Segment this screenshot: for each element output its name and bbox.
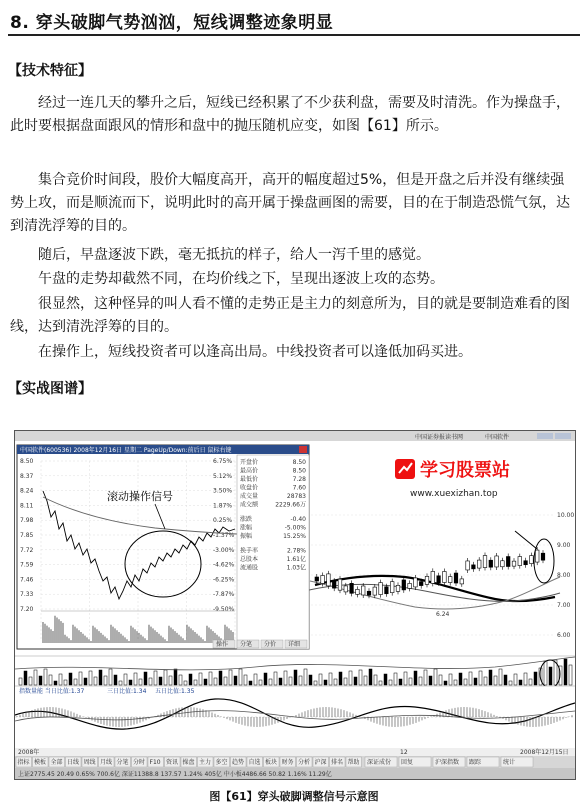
daily-volume-bar bbox=[474, 678, 477, 685]
daily-volume-bar bbox=[214, 678, 217, 685]
bottom-tab-label: 操盘 bbox=[182, 759, 195, 766]
daily-candle bbox=[350, 583, 354, 593]
intraday-price-tick: 7.85 bbox=[20, 532, 34, 539]
paragraph-6: 在操作上，短线投资者可以逢高出局。中线投资者可以逢低加码买进。 bbox=[38, 344, 472, 360]
daily-volume-bar bbox=[449, 674, 452, 685]
daily-volume-bar bbox=[499, 669, 502, 685]
daily-volume-bar bbox=[264, 673, 267, 685]
status-bar-text: 上证2775.45 20.49 0.65% 700.6亿 深证11388.8 137.57 1.24% 405亿 中小板4486.66 50.82 1.16% 11.29亿 bbox=[18, 771, 332, 778]
daily-volume-bar bbox=[44, 669, 47, 685]
bottom-tab-right-label: 统计 bbox=[503, 759, 516, 766]
daily-volume-bar bbox=[529, 679, 532, 685]
daily-volume-bar bbox=[249, 681, 252, 685]
quote-value: 15.25% bbox=[283, 533, 306, 540]
daily-candle bbox=[414, 578, 418, 587]
daily-volume-bar bbox=[484, 677, 487, 685]
paragraph-4: 午盘的走势却截然不同，在均价线之下，呈现出逐波上攻的态势。 bbox=[38, 271, 444, 287]
daily-volume-bar bbox=[49, 675, 52, 685]
title-divider bbox=[8, 34, 580, 36]
daily-candle bbox=[321, 575, 325, 583]
intraday-price-tick: 8.11 bbox=[20, 502, 34, 510]
daily-volume-bar bbox=[569, 665, 572, 685]
daily-volume-bar bbox=[294, 670, 297, 685]
daily-volume-bar bbox=[254, 674, 257, 685]
daily-volume-bar bbox=[419, 677, 422, 685]
daily-candle bbox=[454, 573, 458, 583]
daily-volume-bar bbox=[489, 670, 492, 685]
quote-value: 7.28 bbox=[292, 476, 306, 483]
daily-candle bbox=[506, 557, 510, 567]
daily-volume-bar bbox=[289, 677, 292, 685]
quote-value: 8.50 bbox=[292, 459, 306, 466]
quote-value: 8.50 bbox=[292, 467, 306, 475]
daily-volume-bar bbox=[269, 679, 272, 685]
bottom-tab-label: 周线 bbox=[83, 759, 96, 766]
daily-volume-bar bbox=[299, 676, 302, 685]
daily-volume-bar bbox=[469, 672, 472, 685]
bottom-tab-label: 全部 bbox=[50, 759, 63, 766]
intraday-price-tick: 7.72 bbox=[20, 546, 34, 554]
daily-volume-bar bbox=[399, 679, 402, 685]
quote-value: -0.40 bbox=[290, 516, 306, 523]
bottom-tab-label: 分笔 bbox=[116, 759, 129, 766]
quote-label: 收盘价 bbox=[240, 484, 259, 492]
paragraph-3: 随后，早盘逐波下跌，毫无抵抗的样子，给人一泻千里的感觉。 bbox=[38, 247, 430, 263]
daily-volume-bar bbox=[114, 675, 117, 685]
bottom-tab-label: 多空 bbox=[215, 759, 228, 766]
daily-candle bbox=[385, 587, 389, 594]
daily-volume-bar bbox=[524, 673, 527, 685]
daily-candle bbox=[495, 556, 499, 567]
daily-price-tick: 10.00 bbox=[557, 512, 575, 519]
daily-volume-bar bbox=[179, 675, 182, 685]
daily-volume-bar bbox=[394, 673, 397, 685]
daily-candle bbox=[501, 561, 505, 567]
quote-label: 涨幅 bbox=[240, 524, 253, 532]
daily-volume-bar bbox=[234, 676, 237, 685]
intraday-pct-tick: -3.00% bbox=[213, 546, 235, 554]
quote-value: 1.61亿 bbox=[286, 556, 306, 563]
daily-candle bbox=[535, 550, 539, 562]
daily-candle bbox=[367, 591, 371, 595]
daily-volume-bar bbox=[409, 678, 412, 685]
bottom-tab-label: 分时 bbox=[133, 759, 146, 766]
daily-volume-bar bbox=[54, 681, 57, 685]
daily-price-tick: 6.00 bbox=[557, 632, 571, 639]
bottom-tab-label: F10 bbox=[149, 759, 161, 766]
daily-volume-bar bbox=[204, 679, 207, 685]
daily-candle bbox=[477, 560, 481, 568]
daily-volume-bar bbox=[354, 677, 357, 685]
quote-label: 成交量 bbox=[240, 493, 259, 500]
quote-value: 2229.66万 bbox=[275, 501, 306, 509]
page-title: 8. 穿头破脚气势汹汹，短线调整迹象明显 bbox=[10, 13, 334, 33]
daily-volume-bar bbox=[244, 675, 247, 685]
daily-volume-bar bbox=[429, 676, 432, 685]
intraday-price-tick: 8.37 bbox=[20, 472, 34, 480]
quote-value: 7.60 bbox=[292, 484, 306, 492]
intraday-price-tick: 7.98 bbox=[20, 517, 34, 525]
daily-candle bbox=[408, 583, 412, 588]
quote-label: 开盘价 bbox=[240, 459, 259, 466]
daily-volume-bar bbox=[154, 671, 157, 685]
daily-volume-bar bbox=[24, 671, 27, 685]
bottom-tab-label: 月线 bbox=[100, 759, 113, 766]
bottom-tab-label: 主力 bbox=[199, 759, 212, 766]
figure-caption: 图【61】穿头破脚调整信号示意图 bbox=[209, 790, 379, 803]
indicator-label-2: 三日比值:1.34 bbox=[107, 688, 147, 695]
daily-volume-bar bbox=[184, 681, 187, 685]
quote-value: -5.00% bbox=[284, 524, 306, 532]
intraday-pct-tick: -7.87% bbox=[213, 591, 235, 599]
daily-volume-bar bbox=[339, 672, 342, 685]
bottom-tab-label: 模板 bbox=[34, 759, 47, 766]
daily-volume-bar bbox=[99, 670, 102, 685]
daily-volume-bar bbox=[459, 673, 462, 685]
daily-volume-bar bbox=[414, 671, 417, 685]
date-label-year: 2008年 bbox=[18, 749, 40, 756]
bottom-tab-label: 沪深 bbox=[314, 759, 327, 766]
daily-candle bbox=[524, 561, 528, 565]
daily-candle bbox=[396, 585, 400, 591]
daily-volume-bar bbox=[404, 672, 407, 685]
daily-candle bbox=[512, 561, 516, 566]
daily-volume-bar bbox=[69, 673, 72, 685]
daily-volume-bar bbox=[519, 680, 522, 685]
bottom-tab-right-label: 深证成份 bbox=[367, 759, 392, 766]
quote-label: 总股本 bbox=[240, 556, 259, 563]
popup-tab-label: 详细 bbox=[288, 641, 301, 648]
brand-url: www.xuexizhan.top bbox=[410, 489, 498, 499]
daily-candle bbox=[338, 579, 342, 590]
top-right-label-2: 中国软件 bbox=[485, 434, 510, 441]
daily-volume-bar bbox=[224, 677, 227, 685]
bottom-tab-label: 板块 bbox=[265, 759, 278, 766]
intraday-price-tick: 7.33 bbox=[20, 591, 34, 599]
daily-candle bbox=[443, 571, 447, 582]
daily-volume-bar bbox=[129, 680, 132, 685]
popup-tab-label: 分价 bbox=[264, 641, 277, 648]
brand-name: 学习股票站 bbox=[420, 460, 510, 481]
daily-volume-bar bbox=[439, 675, 442, 685]
daily-volume-bar bbox=[344, 678, 347, 685]
daily-volume-bar bbox=[464, 679, 467, 685]
daily-candle bbox=[460, 579, 464, 584]
daily-volume-bar bbox=[509, 681, 512, 685]
bottom-tab-label: 帮助 bbox=[347, 759, 360, 766]
daily-volume-bar bbox=[194, 680, 197, 685]
quote-label: 成交额 bbox=[240, 501, 259, 509]
daily-volume-bar bbox=[324, 680, 327, 685]
bottom-tab-label: 资讯 bbox=[166, 759, 179, 766]
intraday-pct-tick: -9.50% bbox=[213, 606, 235, 613]
daily-volume-bar bbox=[109, 669, 112, 685]
daily-volume-bar bbox=[119, 681, 122, 685]
stock-chart-figure bbox=[14, 430, 576, 780]
daily-volume-bar bbox=[514, 674, 517, 685]
quote-label: 振幅 bbox=[240, 533, 253, 540]
daily-candle bbox=[379, 583, 383, 595]
daily-candle bbox=[472, 565, 476, 569]
daily-volume-bar bbox=[199, 673, 202, 685]
daily-candle bbox=[541, 553, 545, 560]
daily-volume-bar bbox=[284, 671, 287, 685]
daily-price-tick: 9.00 bbox=[557, 542, 571, 549]
daily-volume-bar bbox=[84, 678, 87, 685]
daily-volume-bar bbox=[174, 669, 177, 685]
daily-candle bbox=[315, 577, 319, 581]
popup-tab-label: 操作 bbox=[216, 641, 229, 648]
daily-volume-bar bbox=[434, 669, 437, 685]
daily-candle bbox=[344, 586, 348, 592]
daily-volume-bar bbox=[329, 673, 332, 685]
daily-volume-bar bbox=[59, 674, 62, 685]
quote-label: 最高价 bbox=[240, 467, 259, 475]
daily-volume-bar bbox=[104, 676, 107, 685]
date-label-month: 12 bbox=[400, 749, 408, 756]
daily-candle bbox=[518, 557, 522, 566]
intraday-pct-tick: -6.25% bbox=[213, 576, 235, 584]
stock-chart-svg bbox=[15, 431, 575, 779]
intraday-pct-tick: 1.87% bbox=[213, 502, 233, 510]
daily-volume-bar bbox=[19, 678, 22, 685]
daily-candle bbox=[402, 580, 406, 590]
daily-candle bbox=[419, 582, 423, 586]
daily-volume-bar bbox=[494, 676, 497, 685]
daily-volume-bar bbox=[369, 669, 372, 685]
intraday-price-tick: 7.46 bbox=[20, 576, 34, 584]
daily-candle bbox=[356, 589, 360, 594]
daily-volume-bar bbox=[229, 670, 232, 685]
daily-volume-bar bbox=[169, 676, 172, 685]
daily-candle bbox=[361, 586, 365, 595]
daily-candle bbox=[327, 574, 331, 586]
intraday-pct-tick: 6.75% bbox=[213, 458, 233, 465]
daily-price-tick: 8.00 bbox=[557, 572, 571, 579]
daily-volume-bar bbox=[314, 681, 317, 685]
daily-volume-bar bbox=[379, 681, 382, 685]
quote-value: 28783 bbox=[286, 493, 306, 500]
daily-volume-bar bbox=[144, 672, 147, 685]
daily-volume-bar bbox=[39, 676, 42, 685]
daily-volume-bar bbox=[274, 672, 277, 685]
intraday-popup bbox=[17, 445, 309, 649]
popup-window-title: 中国软件(600536) 2008年12月16日 星期二 PageUp/Down:前后日 鼠标右键 bbox=[20, 447, 232, 454]
daily-volume-bar bbox=[549, 667, 552, 685]
daily-volume-bar bbox=[34, 670, 37, 685]
daily-volume-bar bbox=[189, 674, 192, 685]
daily-volume-bar bbox=[279, 678, 282, 685]
daily-volume-bar bbox=[479, 671, 482, 685]
bottom-tab-label: 指标 bbox=[17, 759, 30, 766]
daily-candle bbox=[448, 577, 452, 583]
intraday-pct-tick: -1.37% bbox=[213, 532, 235, 539]
daily-volume-bar bbox=[94, 677, 97, 685]
daily-volume-bar bbox=[424, 670, 427, 685]
daily-volume-bar bbox=[544, 661, 547, 685]
quote-label: 涨跌 bbox=[240, 516, 253, 523]
daily-volume-bar bbox=[389, 680, 392, 685]
low-price-mark: 6.24 bbox=[436, 611, 450, 618]
daily-price-tick: 7.00 bbox=[557, 602, 571, 609]
paragraph-2: 集合竞价时间段，股价大幅度高开，高开的幅度超过5%，但是开盘之后并没有继续强势上攻，而是顺流而下，说明此时的高开属于操盘画图的需要，目的在于制造恐慌气氛，达到清洗浮筹的目的。 bbox=[10, 172, 570, 234]
toolbar-button-2[interactable] bbox=[555, 433, 571, 439]
daily-volume-bar bbox=[319, 674, 322, 685]
intraday-price-tick: 8.24 bbox=[20, 487, 34, 495]
daily-candle bbox=[390, 582, 394, 593]
bottom-tab-label: 自选 bbox=[248, 759, 261, 766]
indicator-panel bbox=[15, 686, 575, 748]
daily-volume-bar bbox=[359, 670, 362, 685]
top-right-label-1: 中国证券报读书网 bbox=[415, 434, 464, 441]
daily-volume-bar bbox=[444, 681, 447, 685]
daily-volume-bar bbox=[149, 678, 152, 685]
intraday-pct-tick: 5.12% bbox=[213, 472, 233, 480]
scroll-signal-annotation: 滚动操作信号 bbox=[107, 490, 173, 503]
bottom-tab-label: 排名 bbox=[331, 759, 344, 766]
intraday-price-tick: 8.50 bbox=[20, 458, 34, 465]
daily-candle bbox=[466, 561, 470, 570]
daily-volume-bar bbox=[454, 680, 457, 685]
daily-volume-bar bbox=[364, 676, 367, 685]
bottom-tab-label: 趋势 bbox=[232, 759, 245, 766]
daily-volume-bar bbox=[79, 672, 82, 685]
daily-volume-bar bbox=[29, 677, 32, 685]
date-axis bbox=[15, 748, 575, 756]
daily-volume-bar bbox=[124, 674, 127, 685]
daily-volume-bar bbox=[139, 679, 142, 685]
bottom-tab-right-label: 跟踪 bbox=[469, 759, 482, 766]
intraday-price-tick: 7.59 bbox=[20, 561, 34, 569]
intraday-price-tick: 7.20 bbox=[20, 606, 34, 613]
daily-volume-bar bbox=[534, 672, 537, 685]
bottom-tab-label: 财务 bbox=[281, 759, 294, 766]
indicator-label-1: 指数量能 当日比值:1.37 bbox=[19, 688, 85, 695]
quote-label: 流通股 bbox=[240, 564, 259, 572]
popup-tab-label: 分笔 bbox=[240, 641, 253, 648]
daily-volume-bar bbox=[74, 679, 77, 685]
daily-volume-bar bbox=[374, 675, 377, 685]
bottom-tab-label: 分析 bbox=[298, 759, 311, 766]
indicator-label-3: 五日比值:1.35 bbox=[155, 688, 195, 695]
daily-volume-bar bbox=[134, 673, 137, 685]
paragraph-5: 很显然，这种怪异的叫人看不懂的走势正是主力的刻意所为，目的就是要制造难看的图线，达到清洗浮筹的目的。 bbox=[10, 296, 570, 335]
daily-volume-bar bbox=[164, 670, 167, 685]
daily-volume-bar bbox=[349, 671, 352, 685]
daily-volume-bar bbox=[564, 659, 567, 685]
daily-candle bbox=[530, 556, 534, 564]
paragraph-1: 经过一连几天的攀升之后，短线已经积累了不少获利盘，需要及时清洗。作为操盘手，此时要根据盘面跟风的情形和盘中的抛压随机应变，如图【61】所示。 bbox=[10, 95, 570, 134]
bottom-tab-label: 日线 bbox=[67, 759, 80, 766]
section-heading-chart: 【实战图谱】 bbox=[8, 381, 92, 397]
daily-volume-bar bbox=[219, 671, 222, 685]
daily-volume-bar bbox=[384, 674, 387, 685]
section-heading-tech: 【技术特征】 bbox=[8, 63, 92, 79]
daily-volume-bar bbox=[64, 680, 67, 685]
bottom-tab-right-label: 沪深指数 bbox=[435, 759, 460, 766]
daily-volume-bar bbox=[309, 675, 312, 685]
quote-value: 1.03亿 bbox=[286, 564, 306, 572]
daily-volume-bar bbox=[304, 669, 307, 685]
daily-volume-bar bbox=[334, 679, 337, 685]
daily-candle bbox=[332, 581, 336, 588]
bottom-tab-right-label: 回复 bbox=[401, 759, 414, 766]
quote-value: 2.78% bbox=[286, 547, 306, 555]
daily-volume-bar bbox=[159, 677, 162, 685]
daily-volume-bar bbox=[89, 671, 92, 685]
daily-candle bbox=[437, 576, 441, 583]
intraday-pct-tick: 3.50% bbox=[213, 487, 233, 495]
daily-candle bbox=[483, 556, 487, 568]
daily-candle bbox=[489, 560, 493, 567]
intraday-pct-tick: -4.62% bbox=[213, 561, 235, 569]
quote-label: 换手率 bbox=[240, 547, 259, 555]
popup-close-button[interactable] bbox=[299, 446, 307, 453]
daily-volume-bar bbox=[209, 672, 212, 685]
daily-candle bbox=[425, 576, 429, 584]
date-label-current: 2008年12月15日 bbox=[520, 749, 569, 756]
daily-volume-panel bbox=[15, 656, 575, 688]
daily-volume-bar bbox=[504, 675, 507, 685]
daily-candle bbox=[431, 571, 435, 583]
intraday-pct-tick: 0.25% bbox=[213, 517, 233, 525]
toolbar-button[interactable] bbox=[537, 433, 553, 439]
daily-volume-bar bbox=[239, 669, 242, 685]
daily-volume-bar bbox=[259, 680, 262, 685]
quote-label: 最低价 bbox=[240, 476, 259, 483]
daily-candle bbox=[373, 587, 377, 595]
